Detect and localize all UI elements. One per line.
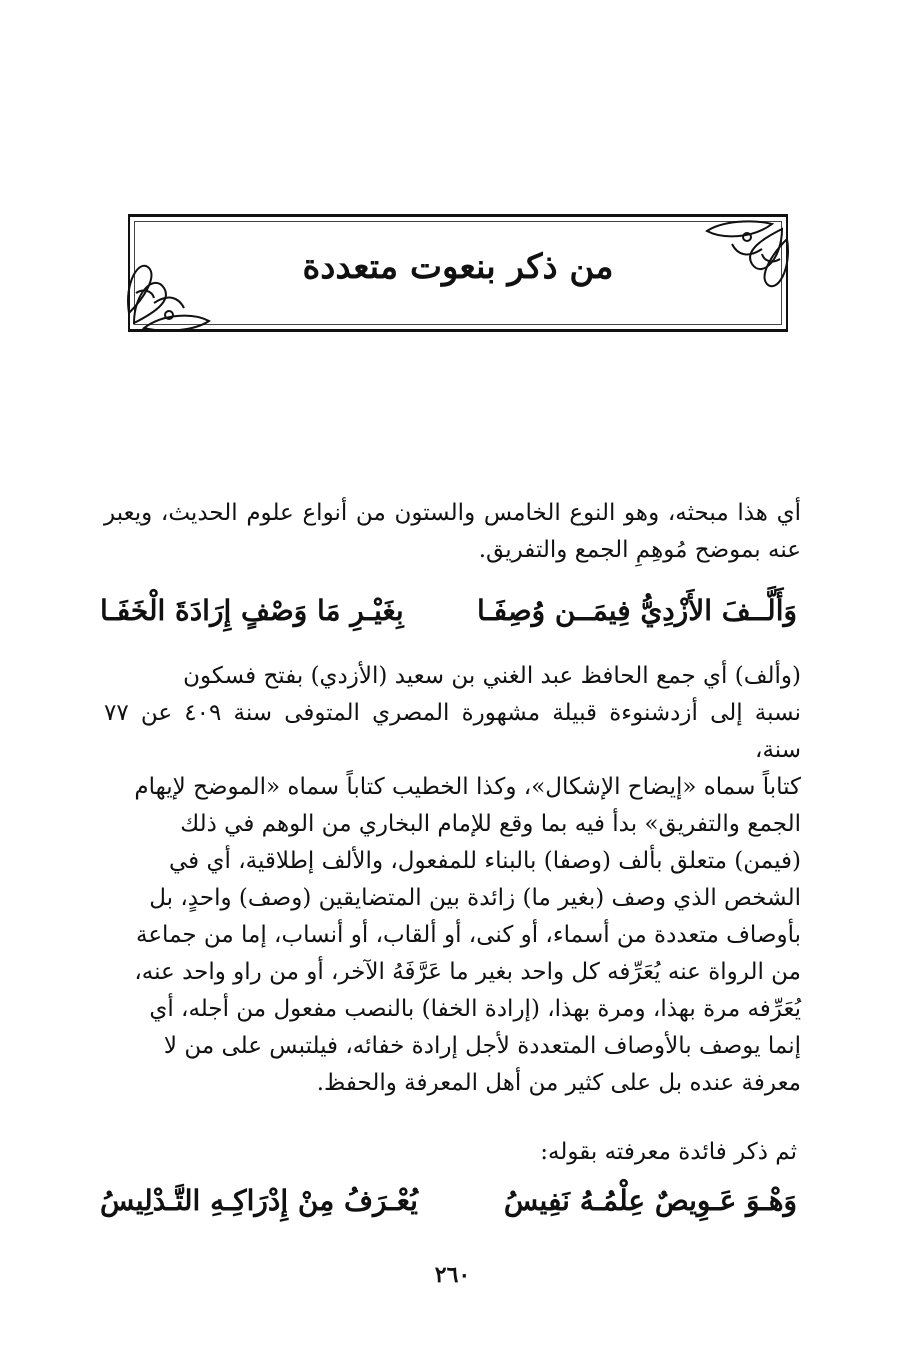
verse-line-2 [100,1178,797,1222]
lead-in-line: ثم ذكر فائدة معرفته بقوله: [540,1139,797,1165]
commentary-line: معرفة عنده بل على كثير من أهل المعرفة والحفظ. [316,1070,801,1096]
verse-1-first-hemistich: وَأَلَّــفَ الأَزْدِيُّ فِيمَــن وُصِفَـا [476,593,797,627]
commentary-line: بأوصاف متعددة من أسماء، أو كنى، أو ألقاب، أو أنساب، إما من جماعة [136,922,801,948]
verse-2-first-hemistich: وَهْـوَ عَـوِيصٌ عِلْمُـهُ نَفِيسُ [503,1183,797,1217]
commentary-line: يُعَرِّفه مرة بهذا، ومرة بهذا، (إرادة الخفا) بالنصب مفعول من أجله، أي [149,996,801,1022]
chapter-title: من ذكر بنعوت متعددة [302,247,614,287]
commentary-line: (فيمن) متعلق بألف (وصفا) بالبناء للمفعول، والألف إطلاقية، أي في [169,848,801,874]
commentary-line: كتاباً سماه «إيضاح الإشكال»، وكذا الخطيب كتاباً سماه «الموضح لإيهام [134,774,801,800]
commentary-line: نسبة إلى أزدشنوءة قبيلة مشهورة المصري المتوفى سنة ٤٠٩ عن ٧٧ سنة، [104,700,801,763]
intro-text: أي هذا مبحثه، وهو النوع الخامس والستون من أنواع علوم الحديث، ويعبر عنه بموضح مُوهِمِ الجمع والتفريق. [104,500,801,563]
verse-1-second-hemistich: بِغَيْـرِ مَا وَصْفٍ إِرَادَةَ الْخَفَـا [100,593,404,627]
commentary-line: الجمع والتفريق» بدأ فيه بما وقع للإمام البخاري من الوهم في ذلك [180,811,801,837]
intro-paragraph [104,495,801,569]
verse-line-1 [100,588,797,632]
commentary-paragraph [104,658,801,1102]
chapter-title-frame [128,214,788,332]
page-number: ٢٦٠ [434,1262,471,1288]
commentary-line: إنما يوصف بالأوصاف المتعددة لأجل إرادة خفائه، فيلتبس على من لا [163,1033,801,1059]
commentary-line: من الرواة عنه يُعَرِّفه كل واحد بغير ما عَرَّفَهُ الآخر، أو من راو واحد عنه، [134,959,801,985]
commentary-line: الشخص الذي وصف (بغير ما) زائدة بين المتضايقين (وصف) واحدٍ، بل [149,885,801,911]
commentary-line: (وألف) أي جمع الحافظ عبد الغني بن سعيد (الأزدي) بفتح فسكون [183,663,801,689]
verse-2-second-hemistich: يُعْـرَفُ مِنْ إِدْرَاكِـهِ التَّـدْلِيسُ [100,1183,418,1217]
